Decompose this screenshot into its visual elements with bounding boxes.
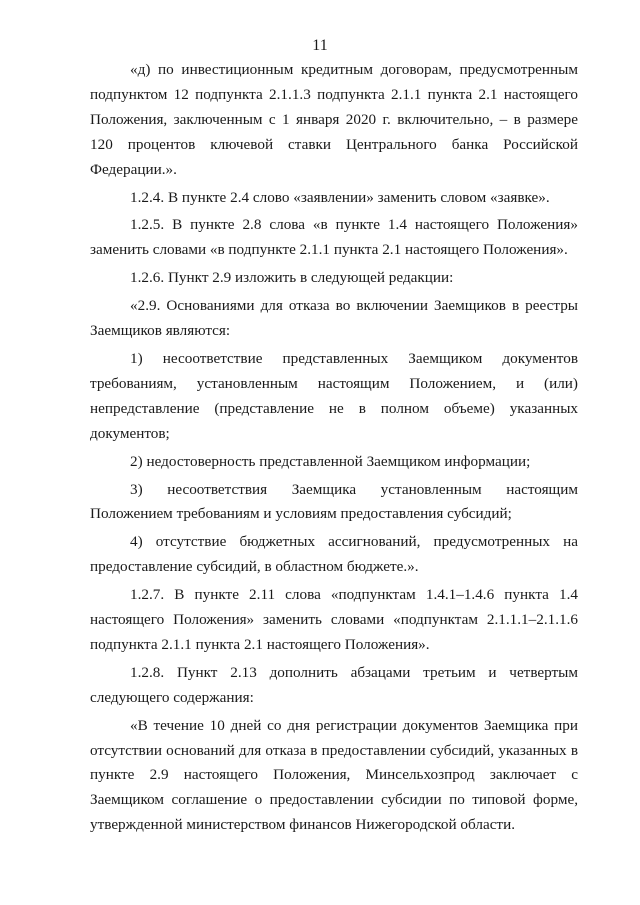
paragraph-2-9-intro: «2.9. Основаниями для отказа во включении Заемщиков в реестры Заемщиков являются: <box>90 297 578 340</box>
paragraph-1-2-6: 1.2.6. Пункт 2.9 изложить в следующей редакции: <box>130 269 454 287</box>
list-item-1: 1) несоответствие представленных Заемщиком документов требованиям, установленным настоящим Положением, и (или) непредставление (представление не в полном объеме) указанных документов; <box>90 349 578 442</box>
paragraph-1-2-4: 1.2.4. В пункте 2.4 слово «заявлении» заменить словом «заявке». <box>130 188 550 206</box>
page-number: 11 <box>312 37 328 54</box>
document-body <box>90 58 578 838</box>
list-item-3: 3) несоответствия Заемщика установленным настоящим Положением требованиям и условиям предоставления субсидий; <box>90 480 578 523</box>
paragraph-1-2-8: 1.2.8. Пункт 2.13 дополнить абзацами третьим и четвертым следующего содержания: <box>90 663 578 706</box>
list-item-4: 4) отсутствие бюджетных ассигнований, предусмотренных на предоставление субсидий, в областном бюджете.». <box>90 533 578 576</box>
list-item-2: 2) недостоверность представленной Заемщиком информации; <box>130 452 531 470</box>
paragraph-2-13-addition: «В течение 10 дней со дня регистрации документов Заемщика при отсутствии оснований для отказа в предоставлении субсидий, указанных в пункте 2.9 настоящего Положения, Минсельхозпрод заключает с Заемщиком соглашение о предоставлении субсидии по типовой форме, утвержденной министерством финансов Нижегородской области. <box>90 716 578 834</box>
paragraph-subitem-d: «д) по инвестиционным кредитным договорам, предусмотренным подпунктом 12 подпункта 2.1.1.3 подпункта 2.1.1 пункта 2.1 настоящего Положения, заключенным с 1 января 2020 г. включительно, – в размере 120 процентов ключевой ставки Центрального банка Российской Федерации.». <box>90 61 578 178</box>
paragraph-1-2-5: 1.2.5. В пункте 2.8 слова «в пункте 1.4 настоящего Положения» заменить словами «в подпункте 2.1.1 пункта 2.1 настоящего Положения». <box>90 216 578 259</box>
paragraph-1-2-7: 1.2.7. В пункте 2.11 слова «подпунктам 1.4.1–1.4.6 пункта 1.4 настоящего Положения» заменить словами «подпунктам 2.1.1.1–2.1.1.6 подпункта 2.1.1 пункта 2.1 настоящего Положения». <box>90 586 578 653</box>
